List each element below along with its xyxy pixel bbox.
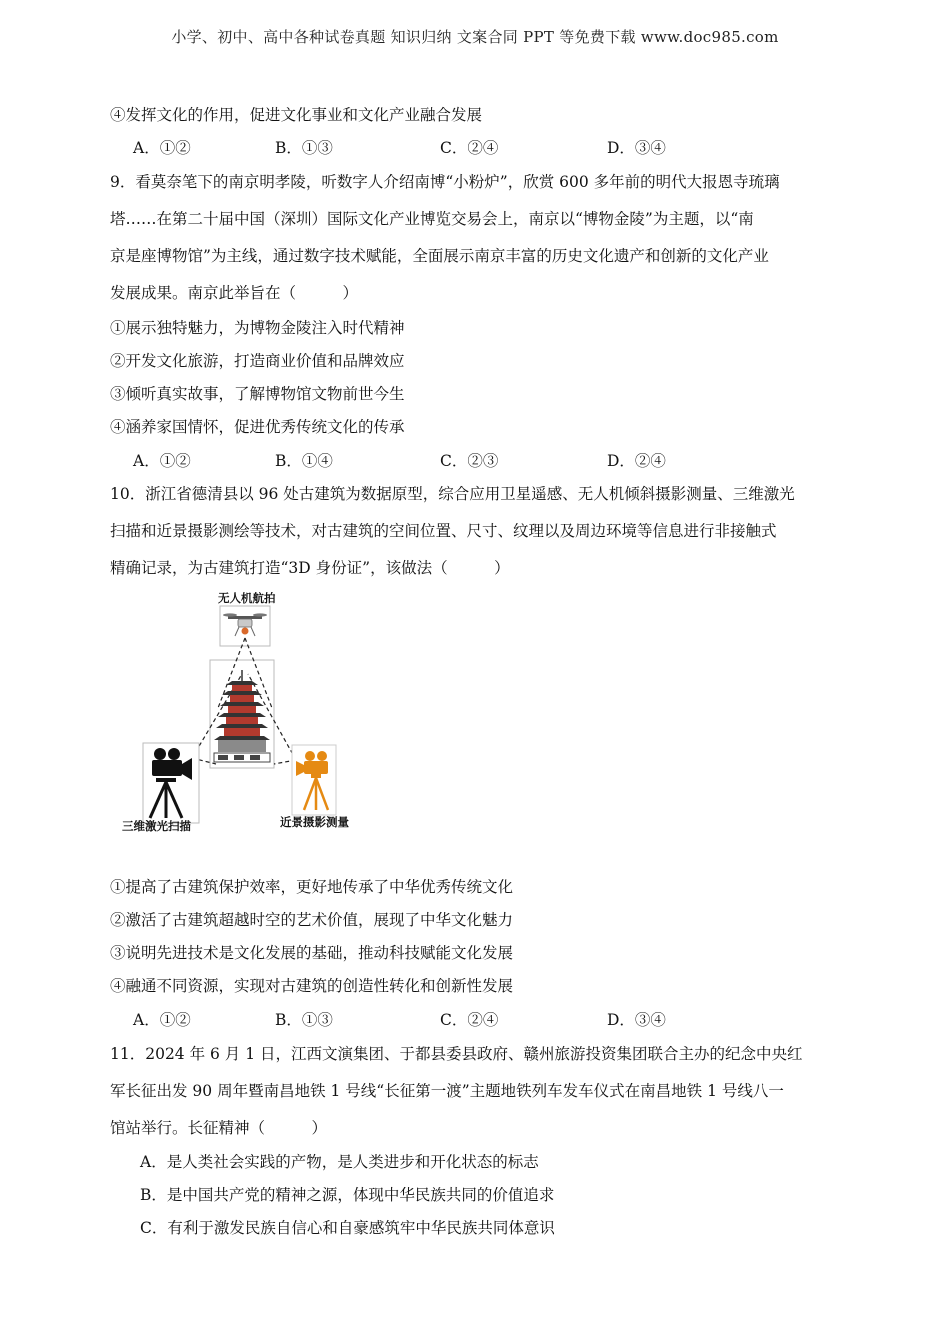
heritage-scanning-figure	[118, 590, 368, 840]
close-range-survey-label: 近景摄影测量	[280, 815, 349, 829]
q10-stem-line-3: 精确记录，为古建筑打造“3D 身份证”，该做法（ ）	[110, 559, 510, 577]
page-header-banner: 小学、初中、高中各种试卷真题 知识归纳 文案合同 PPT 等免费下载 www.doc985.com	[171, 28, 779, 46]
q8-item-4: ④发挥文化的作用，促进文化事业和文化产业融合发展	[110, 106, 483, 124]
q10-item-1: ①提高了古建筑保护效率，更好地传承了中华优秀传统文化	[110, 878, 514, 896]
q10-item-2: ②激活了古建筑超越时空的艺术价值，展现了中华文化魅力	[110, 911, 514, 929]
q10-option-d[interactable]: D．③④	[607, 1011, 666, 1029]
q9-stem-line-4: 发展成果。南京此举旨在（ ）	[110, 284, 359, 302]
q9-item-1: ①展示独特魅力，为博物金陵注入时代精神	[110, 319, 405, 337]
q10-stem-line-2: 扫描和近景摄影测绘等技术，对古建筑的空间位置、尺寸、纹理以及周边环境等信息进行非接触式	[110, 522, 777, 540]
q11-stem-line-2: 军长征出发 90 周年暨南昌地铁 1 号线“长征第一渡”主题地铁列车发车仪式在南昌地铁 1 号线八一	[110, 1082, 784, 1100]
q11-choice-a[interactable]: A．是人类社会实践的产物，是人类进步和开化状态的标志	[140, 1153, 539, 1171]
q8-option-b[interactable]: B．①③	[275, 139, 333, 157]
q9-options	[133, 449, 833, 471]
q8-option-a[interactable]: A．①②	[133, 139, 191, 157]
q9-option-d[interactable]: D．②④	[607, 452, 666, 470]
q11-choice-c[interactable]: C．有利于激发民族自信心和自豪感筑牢中华民族共同体意识	[140, 1219, 555, 1237]
q9-item-4: ④涵养家国情怀，促进优秀传统文化的传承	[110, 418, 405, 436]
q9-option-b[interactable]: B．①④	[275, 452, 333, 470]
q9-item-3: ③倾听真实故事，了解博物馆文物前世今生	[110, 385, 405, 403]
q8-option-d[interactable]: D．③④	[607, 139, 666, 157]
q10-option-b[interactable]: B．①③	[275, 1011, 333, 1029]
q11-choice-b[interactable]: B．是中国共产党的精神之源，体现中华民族共同的价值追求	[140, 1186, 555, 1204]
q10-option-c[interactable]: C．②④	[440, 1011, 499, 1029]
q11-stem-line-3: 馆站举行。长征精神（ ）	[110, 1119, 328, 1137]
q11-stem-line-1: 11．2024 年 6 月 1 日，江西文演集团、于都县委县政府、赣州旅游投资集团联合主办的纪念中央红	[110, 1045, 803, 1063]
figure-illustration	[118, 590, 368, 840]
q9-stem-line-1: 9．看莫奈笔下的南京明孝陵，听数字人介绍南博“小粉炉”，欣赏 600 多年前的明代大报恩寺琉璃	[110, 173, 780, 191]
drone-photo-label: 无人机航拍	[218, 591, 276, 605]
q10-option-a[interactable]: A．①②	[133, 1011, 191, 1029]
q9-stem-line-2: 塔……在第二十届中国（深圳）国际文化产业博览交易会上，南京以“博物金陵”为主题，以“南	[110, 210, 754, 228]
q10-stem-line-1: 10．浙江省德清县以 96 处古建筑为数据原型，综合应用卫星遥感、无人机倾斜摄影测量、三维激光	[110, 485, 795, 503]
q10-item-4: ④融通不同资源，实现对古建筑的创造性转化和创新性发展	[110, 977, 514, 995]
q10-item-3: ③说明先进技术是文化发展的基础，推动科技赋能文化发展	[110, 944, 514, 962]
q9-item-2: ②开发文化旅游，打造商业价值和品牌效应	[110, 352, 405, 370]
laser-scan-label: 三维激光扫描	[122, 819, 191, 833]
q9-stem-line-3: 京是座博物馆”为主线，通过数字技术赋能，全面展示南京丰富的历史文化遗产和创新的文化产业	[110, 247, 769, 265]
q8-options	[133, 136, 833, 158]
q10-options	[133, 1008, 833, 1030]
q8-option-c[interactable]: C．②④	[440, 139, 499, 157]
q9-option-c[interactable]: C．②③	[440, 452, 499, 470]
q9-option-a[interactable]: A．①②	[133, 452, 191, 470]
